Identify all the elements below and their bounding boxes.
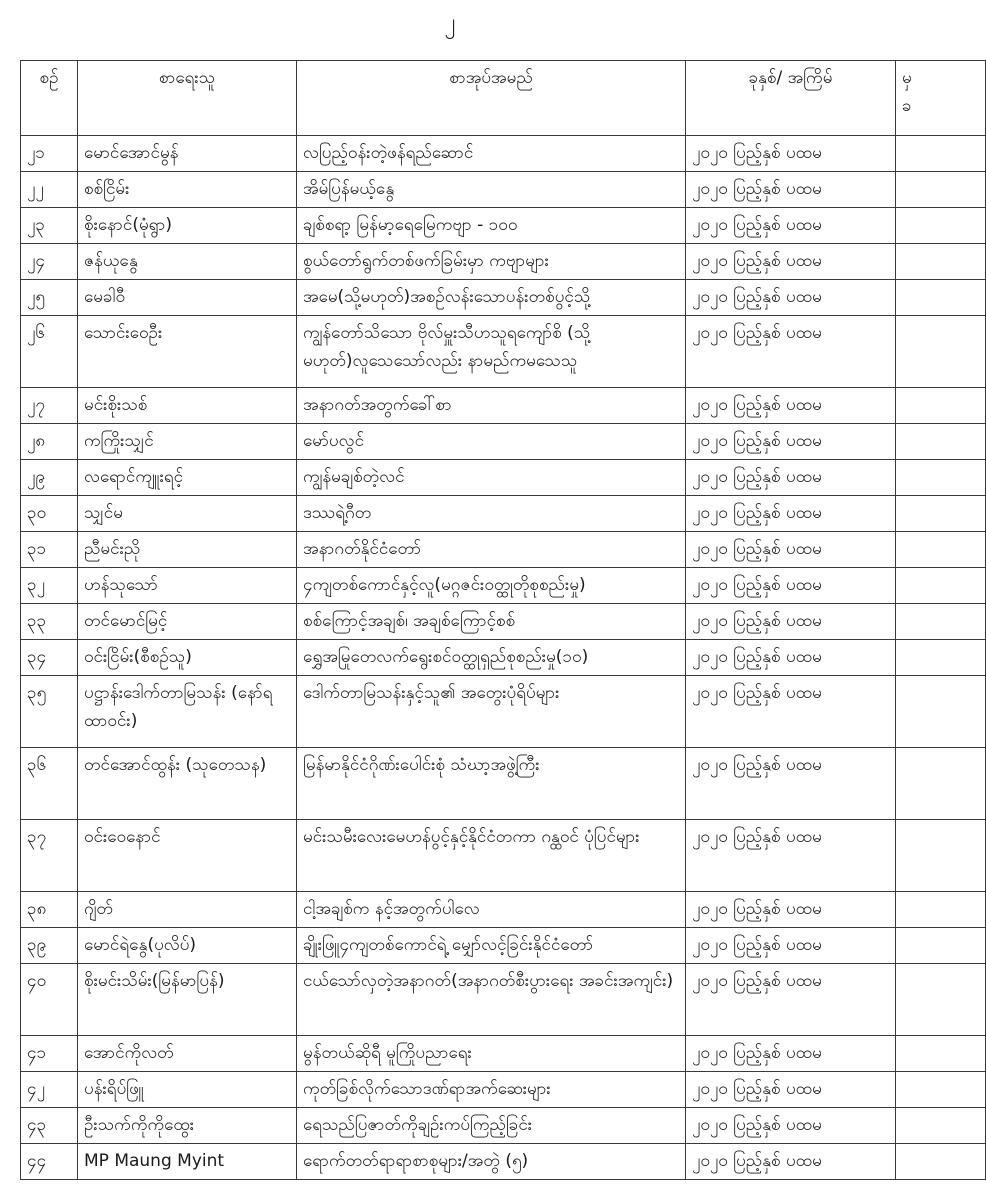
cell-author: ကကြိုးသျှင် bbox=[78, 424, 297, 460]
cell-title: ၄ကျတစ်ကောင်နှင့်လူ(မဂ္ဂဇင်းဝတ္ထုတိုစုစည်းမှု) bbox=[297, 568, 686, 604]
cell-extra bbox=[896, 1072, 986, 1108]
cell-extra bbox=[896, 460, 986, 496]
cell-title: ကျွန်မချစ်တဲ့လင် bbox=[297, 460, 686, 496]
cell-author: ဝင်းဝေနောင် bbox=[78, 820, 297, 892]
cell-no: ၃၂ bbox=[21, 568, 78, 604]
header-extra: မှ ခ bbox=[896, 61, 986, 136]
table-row bbox=[21, 1036, 986, 1072]
cell-title: မော်ပလွင် bbox=[297, 424, 686, 460]
cell-no: ၄၃ bbox=[21, 1108, 78, 1144]
cell-author: ဦးသက်ကိုကိုထွေး bbox=[78, 1108, 297, 1144]
cell-author: ပဋ္ဌာန်းဒေါက်တာမြသန်း (နော်ရထာဝင်း) bbox=[78, 676, 297, 748]
cell-author: မောင်အောင်မွန် bbox=[78, 136, 297, 172]
cell-author: အောင်ကိုလတ် bbox=[78, 1036, 297, 1072]
cell-author: ဟန်သုသော် bbox=[78, 568, 297, 604]
cell-no: ၃၃ bbox=[21, 604, 78, 640]
cell-author: သောင်းဝေဦး bbox=[78, 316, 297, 388]
cell-no: ၂၅ bbox=[21, 280, 78, 316]
cell-edition: ၂၀၂၀ ပြည့်နှစ် ပထမ bbox=[686, 244, 896, 280]
cell-title: စွယ်တော်ရွက်တစ်ဖက်ခြမ်းမှာ ကဗျာများ bbox=[297, 244, 686, 280]
cell-no: ၃၀ bbox=[21, 496, 78, 532]
cell-edition: ၂၀၂၀ ပြည့်နှစ် ပထမ bbox=[686, 460, 896, 496]
cell-edition: ၂၀၂၀ ပြည့်နှစ် ပထမ bbox=[686, 1144, 896, 1180]
cell-edition: ၂၀၂၀ ပြည့်နှစ် ပထမ bbox=[686, 1108, 896, 1144]
cell-no: ၄၂ bbox=[21, 1072, 78, 1108]
cell-edition: ၂၀၂၀ ပြည့်နှစ် ပထမ bbox=[686, 136, 896, 172]
cell-author: စစ်ငြိမ်း bbox=[78, 172, 297, 208]
cell-edition: ၂၀၂၀ ပြည့်နှစ် ပထမ bbox=[686, 496, 896, 532]
cell-author: စိုးနောင်(မုံရွာ) bbox=[78, 208, 297, 244]
table-body bbox=[21, 136, 986, 1180]
table-row bbox=[21, 316, 986, 388]
cell-extra bbox=[896, 748, 986, 820]
cell-author: မောင်ရဲနွေ(ပုလိပ်) bbox=[78, 928, 297, 964]
cell-extra bbox=[896, 820, 986, 892]
cell-edition: ၂၀၂၀ ပြည့်နှစ် ပထမ bbox=[686, 424, 896, 460]
cell-title: ရွှေအမြုတေလက်ရွေးစင်ဝတ္ထုရှည်စုစည်းမှု(၁၀) bbox=[297, 640, 686, 676]
table-row bbox=[21, 568, 986, 604]
cell-extra bbox=[896, 676, 986, 748]
cell-edition: ၂၀၂၀ ပြည့်နှစ် ပထမ bbox=[686, 640, 896, 676]
cell-author: တင်အောင်ထွန်း (သုတေသန) bbox=[78, 748, 297, 820]
cell-no: ၂၁ bbox=[21, 136, 78, 172]
cell-no: ၂၂ bbox=[21, 172, 78, 208]
cell-no: ၃၉ bbox=[21, 928, 78, 964]
cell-no: ၂၆ bbox=[21, 316, 78, 388]
cell-title: ဒေါက်တာမြသန်းနှင့်သူ၏ အတွေးပုံရိပ်များ bbox=[297, 676, 686, 748]
cell-extra bbox=[896, 424, 986, 460]
cell-author: လရောင်ကျူးရင့် bbox=[78, 460, 297, 496]
cell-extra bbox=[896, 928, 986, 964]
table-row bbox=[21, 964, 986, 1036]
cell-edition: ၂၀၂၀ ပြည့်နှစ် ပထမ bbox=[686, 892, 896, 928]
cell-author: မင်းစိုးသစ် bbox=[78, 388, 297, 424]
cell-no: ၃၅ bbox=[21, 676, 78, 748]
cell-extra bbox=[896, 964, 986, 1036]
cell-title: ဒဿရဲ့ဂီတ bbox=[297, 496, 686, 532]
table-row bbox=[21, 460, 986, 496]
cell-title: အနာဂတ်နိုင်ငံတော် bbox=[297, 532, 686, 568]
cell-title: ရောက်တတ်ရာရာစာစုများ/အတွဲ (၅) bbox=[297, 1144, 686, 1180]
table-row bbox=[21, 280, 986, 316]
cell-title: အိမ်ပြန်မယ့်နွေ bbox=[297, 172, 686, 208]
cell-title: လပြည့်ဝန်းတဲ့ဖန်ရည်ဆောင် bbox=[297, 136, 686, 172]
cell-extra bbox=[896, 244, 986, 280]
cell-extra bbox=[896, 892, 986, 928]
table-row bbox=[21, 604, 986, 640]
cell-edition: ၂၀၂၀ ပြည့်နှစ် ပထမ bbox=[686, 280, 896, 316]
cell-extra bbox=[896, 1108, 986, 1144]
table-row bbox=[21, 748, 986, 820]
cell-edition: ၂၀၂၀ ပြည့်နှစ် ပထမ bbox=[686, 604, 896, 640]
cell-extra bbox=[896, 532, 986, 568]
header-edition: ခုနှစ်/ အကြိမ် bbox=[686, 61, 896, 136]
cell-author: ဂျိတ် bbox=[78, 892, 297, 928]
cell-extra bbox=[896, 388, 986, 424]
cell-title: မင်းသမီးလေးမေဟန်ပွင့်နှင့်နိုင်ငံတကာ ဂန္ထဝင် ပုံပြင်များ bbox=[297, 820, 686, 892]
table-row bbox=[21, 676, 986, 748]
cell-edition: ၂၀၂၀ ပြည့်နှစ် ပထမ bbox=[686, 532, 896, 568]
table-row bbox=[21, 640, 986, 676]
table-row bbox=[21, 1072, 986, 1108]
header-title: စာအုပ်အမည် bbox=[297, 61, 686, 136]
cell-no: ၂၃ bbox=[21, 208, 78, 244]
cell-no: ၄၀ bbox=[21, 964, 78, 1036]
cell-title: အမေ(သို့မဟုတ်)အစဉ်လန်းသောပန်းတစ်ပွင့်သို့ bbox=[297, 280, 686, 316]
table-row bbox=[21, 892, 986, 928]
table-row bbox=[21, 172, 986, 208]
book-list-table bbox=[20, 60, 986, 1180]
cell-edition: ၂၀၂၀ ပြည့်နှစ် ပထမ bbox=[686, 208, 896, 244]
cell-author: စိုးမင်းသိမ်း(မြန်မာပြန်) bbox=[78, 964, 297, 1036]
table-row bbox=[21, 928, 986, 964]
table-row bbox=[21, 136, 986, 172]
cell-no: ၃၄ bbox=[21, 640, 78, 676]
header-author: စာရေးသူ bbox=[78, 61, 297, 136]
cell-edition: ၂၀၂၀ ပြည့်နှစ် ပထမ bbox=[686, 172, 896, 208]
cell-extra bbox=[896, 1144, 986, 1180]
cell-no: ၃၁ bbox=[21, 532, 78, 568]
header-no: စဉ် bbox=[21, 61, 78, 136]
cell-extra bbox=[896, 208, 986, 244]
cell-author: ဝင်းငြိမ်း(စီစဉ်သူ) bbox=[78, 640, 297, 676]
table-row bbox=[21, 820, 986, 892]
cell-edition: ၂၀၂၀ ပြည့်နှစ် ပထမ bbox=[686, 748, 896, 820]
cell-author: MP Maung Myint bbox=[78, 1144, 297, 1180]
cell-no: ၄၁ bbox=[21, 1036, 78, 1072]
table-header-row bbox=[21, 61, 986, 136]
cell-edition: ၂၀၂၀ ပြည့်နှစ် ပထမ bbox=[686, 964, 896, 1036]
table-row bbox=[21, 532, 986, 568]
cell-extra bbox=[896, 1036, 986, 1072]
cell-no: ၃၆ bbox=[21, 748, 78, 820]
cell-no: ၂၈ bbox=[21, 424, 78, 460]
cell-title: မွန်တယ်ဆိုရီ မူကြိုပညာရေး bbox=[297, 1036, 686, 1072]
cell-author: ညီမင်းညို bbox=[78, 532, 297, 568]
cell-extra bbox=[896, 496, 986, 532]
cell-author: တင်မောင်မြင့် bbox=[78, 604, 297, 640]
cell-author: ဇန်ယုနွေ bbox=[78, 244, 297, 280]
cell-extra bbox=[896, 136, 986, 172]
cell-author: သျှင်မ bbox=[78, 496, 297, 532]
cell-no: ၃၇ bbox=[21, 820, 78, 892]
cell-title: ကျွန်တော်သိသော ဗိုလ်မှူးသီဟသူရကျော်စိ (သို့ မဟုတ်)လူသေသော်လည်း နာမည်ကမသေသူ bbox=[297, 316, 686, 388]
cell-extra bbox=[896, 568, 986, 604]
cell-title: ရေသည်ပြဇာတ်ကိုချဉ်းကပ်ကြည့်ခြင်း bbox=[297, 1108, 686, 1144]
cell-extra bbox=[896, 280, 986, 316]
cell-edition: ၂၀၂၀ ပြည့်နှစ် ပထမ bbox=[686, 388, 896, 424]
cell-title: ချစ်စရာ့ မြန်မာ့ရေမြေကဗျာ - ၁၀၀ bbox=[297, 208, 686, 244]
table-row bbox=[21, 208, 986, 244]
table-row bbox=[21, 1144, 986, 1180]
cell-extra bbox=[896, 604, 986, 640]
cell-edition: ၂၀၂၀ ပြည့်နှစ် ပထမ bbox=[686, 1072, 896, 1108]
cell-title: စစ်ကြောင့်အချစ်၊ အချစ်ကြောင့်စစ် bbox=[297, 604, 686, 640]
table-row bbox=[21, 496, 986, 532]
cell-edition: ၂၀၂၀ ပြည့်နှစ် ပထမ bbox=[686, 316, 896, 388]
cell-extra bbox=[896, 640, 986, 676]
cell-extra bbox=[896, 172, 986, 208]
cell-title: ငယ်သော်လှတဲ့အနာဂတ်(အနာဂတ်စီးပွားရေး အခင်းအကျင်း) bbox=[297, 964, 686, 1036]
table-row bbox=[21, 388, 986, 424]
cell-no: ၂၇ bbox=[21, 388, 78, 424]
cell-title: ကုတ်ခြစ်လိုက်သောဒဏ်ရာအက်ဆေးများ bbox=[297, 1072, 686, 1108]
table-row bbox=[21, 244, 986, 280]
cell-no: ၂၄ bbox=[21, 244, 78, 280]
page-number: ၂ bbox=[444, 10, 456, 35]
cell-edition: ၂၀၂၀ ပြည့်နှစ် ပထမ bbox=[686, 928, 896, 964]
cell-title: မြန်မာနိုင်ငံဂိုဏ်းပေါင်းစုံ သံဃာ့အဖွဲ့ကြီး bbox=[297, 748, 686, 820]
cell-author: မေခါဝီ bbox=[78, 280, 297, 316]
table-row bbox=[21, 424, 986, 460]
cell-edition: ၂၀၂၀ ပြည့်နှစ် ပထမ bbox=[686, 820, 896, 892]
table-row bbox=[21, 1108, 986, 1144]
cell-author: ပန်းရိပ်ဖြူ bbox=[78, 1072, 297, 1108]
cell-no: ၄၄ bbox=[21, 1144, 78, 1180]
cell-edition: ၂၀၂၀ ပြည့်နှစ် ပထမ bbox=[686, 568, 896, 604]
cell-title: ငါ့အချစ်က နင့်အတွက်ပါလေ bbox=[297, 892, 686, 928]
cell-edition: ၂၀၂၀ ပြည့်နှစ် ပထမ bbox=[686, 676, 896, 748]
cell-no: ၂၉ bbox=[21, 460, 78, 496]
cell-edition: ၂၀၂၀ ပြည့်နှစ် ပထမ bbox=[686, 1036, 896, 1072]
cell-title: ချိုးဖြူ၄ကျတစ်ကောင်ရဲ့ မျှော်လင့်ခြင်းနိုင်ငံတော် bbox=[297, 928, 686, 964]
cell-extra bbox=[896, 316, 986, 388]
cell-title: အနာဂတ်အတွက်ခေါ်စာ bbox=[297, 388, 686, 424]
cell-no: ၃၈ bbox=[21, 892, 78, 928]
